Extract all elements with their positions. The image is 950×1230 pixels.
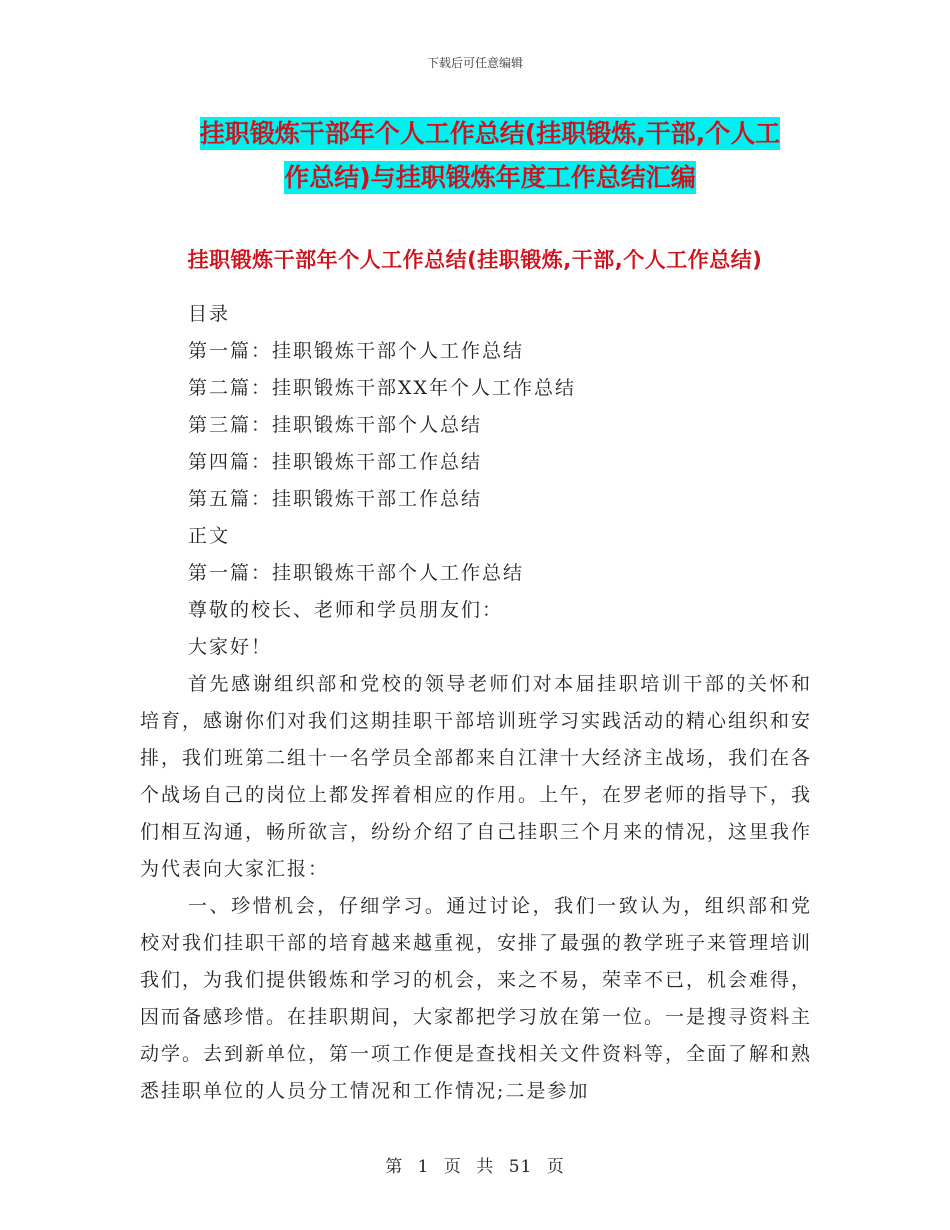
body-heading: 正文 — [188, 525, 231, 547]
header-note: 下载后可任意编辑 — [426, 56, 523, 70]
body-text — [140, 666, 812, 1110]
greeting: 大家好！ — [188, 636, 273, 658]
footer-label: 共 — [476, 1157, 495, 1177]
page-footer — [0, 1152, 950, 1177]
paragraph: 一、珍惜机会，仔细学习。通过讨论，我们一致认为，组织部和党校对我们挂职干部的培育越来越重视，安排了最强的教学班子来管理培训我们，为我们提供锻炼和学习的机会，来之不易，荣幸不已，机会难得，因而备感珍惜。在挂职期间，大家都把学习放在第一位。一是搜寻资料主动学。去到新单位，第一项工作便是查找相关文件资料等，全面了解和熟悉挂职单位的人员分工情况和工作情况;二是参加 — [140, 895, 813, 1102]
title-line-1: 挂职锻炼干部年个人工作总结(挂职锻炼,干部,个人工 — [199, 119, 781, 148]
total-pages: 51 — [508, 1157, 533, 1177]
footer-label: 页 — [546, 1157, 565, 1177]
paragraph: 首先感谢组织部和党校的领导老师们对本届挂职培训干部的关怀和培育，感谢你们对我们这期挂职干部培训班学习实践活动的精心组织和安排，我们班第二组十一名学员全部都来自江津十大经济主战场，我们在各个战场自己的岗位上都发挥着相应的作用。上午，在罗老师的指导下，我们相互沟通，畅所欲言，纷纷介绍了自己挂职三个月来的情况，这里我作为代表向大家汇报： — [140, 673, 813, 880]
salutation: 尊敬的校长、老师和学员朋友们： — [188, 599, 504, 621]
chapter-title: 第一篇：挂职锻炼干部个人工作总结 — [188, 562, 525, 584]
toc-item: 第二篇：挂职锻炼干部XX年个人工作总结 — [188, 377, 577, 399]
toc-item: 第四篇：挂职锻炼干部工作总结 — [188, 451, 483, 473]
page-number: 1 — [417, 1157, 430, 1177]
table-of-contents — [188, 296, 576, 666]
title-line-2: 作总结)与挂职锻炼年度工作总结汇编 — [284, 163, 696, 192]
footer-label: 第 — [385, 1157, 404, 1177]
footer-label: 页 — [443, 1157, 462, 1177]
section-title: 挂职锻炼干部年个人工作总结(挂职锻炼,干部,个人工作总结) — [187, 248, 763, 272]
toc-item: 第一篇：挂职锻炼干部个人工作总结 — [188, 340, 525, 362]
toc-heading: 目录 — [188, 303, 231, 325]
document-title — [150, 112, 830, 200]
toc-item: 第三篇：挂职锻炼干部个人总结 — [188, 414, 483, 436]
toc-item: 第五篇：挂职锻炼干部工作总结 — [188, 488, 483, 510]
